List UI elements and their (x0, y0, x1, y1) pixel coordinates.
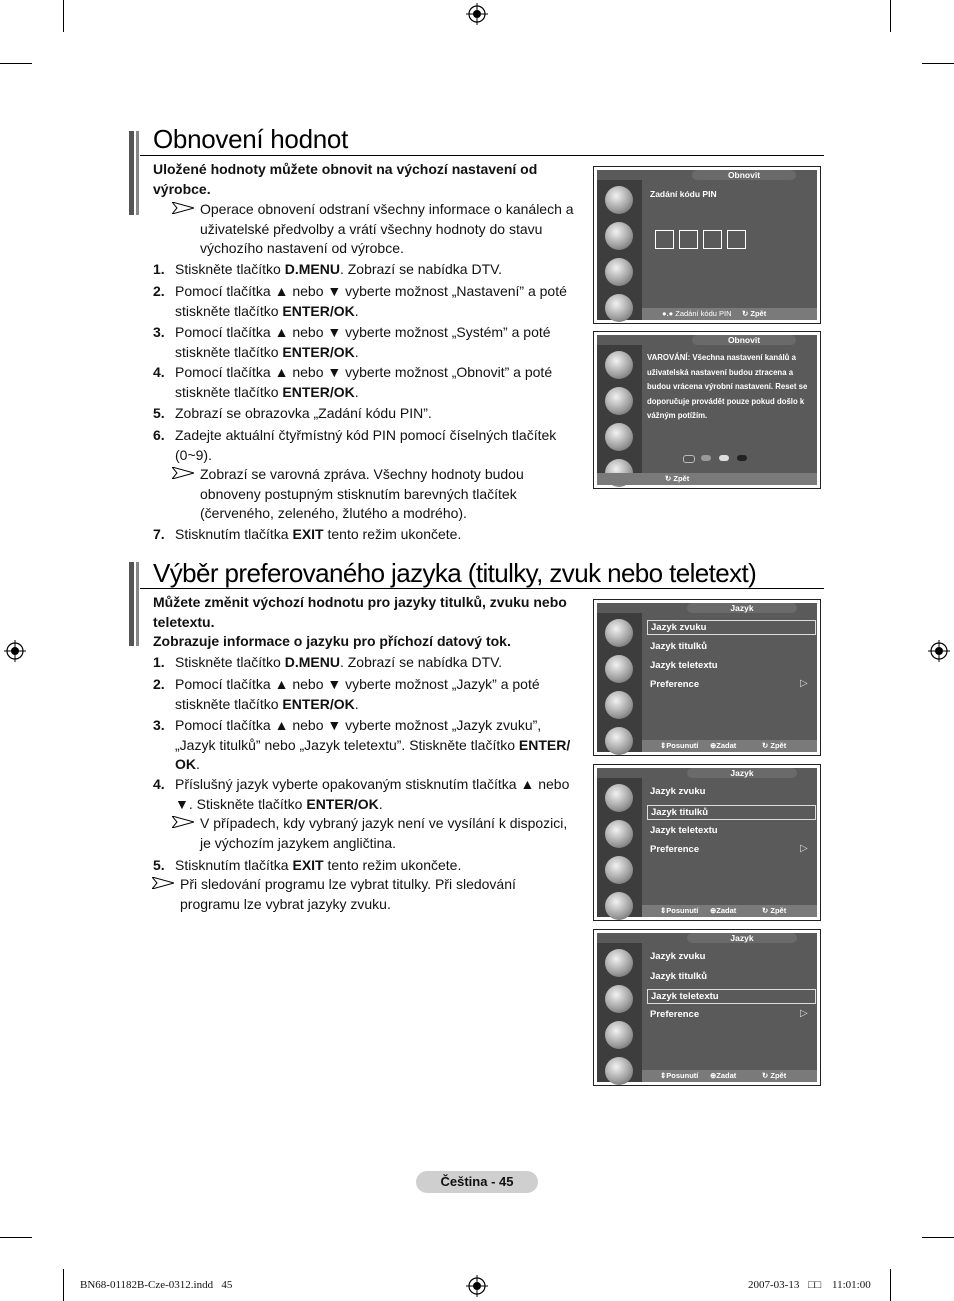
tv-sidebar (597, 778, 642, 917)
sound-icon (605, 655, 633, 683)
note-arrow-icon (172, 816, 194, 828)
step-number: 6. (153, 427, 165, 443)
channel-icon (605, 258, 633, 286)
crop-mark (63, 0, 64, 32)
input-icon (605, 294, 633, 322)
note-text: V případech, kdy vybraný jazyk není ve vysílání k dispozici, je výchozím jazykem angličtina. (200, 815, 568, 851)
crop-mark (922, 63, 954, 64)
color-dot-yellow (719, 455, 729, 461)
section-title: Výběr preferovaného jazyka (titulky, zvuk nebo teletext) (153, 558, 757, 588)
tv-footer-enter: ⊕Zadat (710, 741, 737, 750)
note-arrow-icon (172, 467, 194, 479)
tv-menu-item: Jazyk teletextu (650, 660, 718, 671)
tv-footer (642, 740, 817, 752)
sound-icon (605, 820, 633, 848)
note-arrow-icon (152, 877, 174, 889)
step-number: 3. (153, 324, 165, 340)
tv-menu-item: Jazyk teletextu (650, 825, 718, 836)
tv-sidebar (597, 345, 642, 485)
pin-digit-box (727, 230, 746, 249)
section-rule (140, 588, 824, 589)
step-text: Pomocí tlačítka ▲ nebo ▼ vyberte možnost „Systém” a poté stiskněte tlačítko ENTER/OK. (175, 324, 551, 360)
tv-footer-enter: ⊕Zadat (710, 1071, 737, 1080)
tv-sidebar (597, 943, 642, 1082)
section-intro: Uložené hodnoty můžete obnovit na výchozí nastavení od výrobce. (153, 161, 538, 197)
setup-icon (605, 351, 633, 379)
tv-footer-back: ↻ Zpět (665, 474, 690, 483)
tv-footer-move: ⇕Posunutí (660, 906, 699, 915)
tv-tab-title: Jazyk (687, 768, 797, 778)
section-bar (136, 131, 139, 215)
tv-footer (642, 1070, 817, 1082)
tv-sidebar (597, 180, 642, 320)
tv-footer-move: ⇕Posunutí (660, 1071, 699, 1080)
step-text: Pomocí tlačítka ▲ nebo ▼ vyberte možnost „Nastavení” a poté stiskněte tlačítko ENTER/OK. (175, 283, 567, 319)
color-dot-red (683, 455, 695, 463)
channel-icon (605, 691, 633, 719)
tv-footer-digits: ●.● Zadání kódu PIN (662, 309, 732, 318)
setup-icon (605, 949, 633, 977)
registration-mark-icon (466, 1275, 488, 1297)
footer-date: 2007-03-13 (748, 1279, 800, 1291)
tv-sidebar (597, 613, 642, 752)
step-text: Stiskněte tlačítko D.MENU. Zobrazí se nabídka DTV. (175, 261, 503, 277)
step-text: Stiskněte tlačítko D.MENU. Zobrazí se nabídka DTV. (175, 654, 503, 670)
tv-footer-enter: ⊕Zadat (710, 906, 737, 915)
tv-menu-item: Jazyk titulků (650, 641, 708, 652)
step-text: Stisknutím tlačítka EXIT tento režim ukončete. (175, 526, 462, 542)
tv-submenu-arrow-icon: ▷ (800, 1008, 808, 1019)
section-title: Obnovení hodnot (153, 124, 348, 154)
tv-screen-pin (593, 166, 821, 324)
tv-menu-item: Jazyk zvuku (647, 620, 816, 635)
step-text: Pomocí tlačítka ▲ nebo ▼ vyberte možnost „Jazyk zvuku”, „Jazyk titulků” nebo „Jazyk teletextu”. Stiskněte tlačítko ENTER/ OK. (175, 717, 571, 772)
tv-screen-language (593, 599, 821, 756)
step-number: 3. (153, 717, 165, 733)
step-text: Zobrazí se obrazovka „Zadání kódu PIN”. (175, 405, 432, 421)
pin-digit-box (679, 230, 698, 249)
crop-mark (890, 0, 891, 32)
tv-menu-item: Jazyk titulků (647, 805, 816, 820)
setup-icon (605, 186, 633, 214)
step-number: 2. (153, 283, 165, 299)
tv-footer-back: ↻ Zpět (762, 741, 787, 750)
section-bar (136, 562, 139, 646)
step-number: 1. (153, 261, 165, 277)
tv-footer-back: ↻ Zpět (762, 1071, 787, 1080)
tv-menu-item: Preference (650, 844, 700, 855)
step-number: 4. (153, 364, 165, 380)
footer-glyph: □□ (808, 1279, 822, 1291)
tv-warning-text: VAROVÁNÍ: Všechna nastavení kanálů a uživatelská nastavení budou ztracena a budou vrácena výrobní nastavení. Reset se doporučuje provádět pouze pokud došlo k vážným potížím. (647, 353, 808, 420)
color-dot-green (701, 455, 711, 461)
registration-mark-icon (4, 640, 26, 662)
note-arrow-icon (172, 202, 194, 214)
setup-icon (605, 784, 633, 812)
crop-mark (63, 1269, 64, 1301)
channel-icon (605, 423, 633, 451)
step-number: 2. (153, 676, 165, 692)
tv-submenu-arrow-icon: ▷ (800, 678, 808, 689)
pin-digit-box (655, 230, 674, 249)
tv-submenu-arrow-icon: ▷ (800, 843, 808, 854)
tv-menu-item: Jazyk zvuku (650, 951, 706, 962)
note-text: Operace obnovení odstraní všechny informace o kanálech a uživatelské předvolby a vrátí všechny hodnoty do stavu výchozího nastavení od výrobce. (200, 201, 574, 256)
section-bar (129, 131, 134, 215)
step-text: Příslušný jazyk vyberte opakovaným stisknutím tlačítka ▲ nebo ▼. Stiskněte tlačítko ENTER/OK. (175, 776, 570, 812)
tv-tab-title: Jazyk (687, 603, 797, 613)
sound-icon (605, 387, 633, 415)
tv-footer (597, 473, 817, 485)
tv-footer-back: ↻ Zpět (762, 906, 787, 915)
tv-footer (642, 905, 817, 917)
sound-icon (605, 985, 633, 1013)
tv-tab-title: Obnovit (692, 335, 796, 345)
channel-icon (605, 856, 633, 884)
tv-menu-item: Jazyk teletextu (647, 989, 816, 1004)
crop-mark (922, 1237, 954, 1238)
section-rule (140, 155, 824, 156)
crop-mark (0, 1237, 32, 1238)
pin-digit-box (703, 230, 722, 249)
crop-mark (0, 63, 32, 64)
tv-menu-item: Preference (650, 1009, 700, 1020)
tv-footer-back: ↻ Zpět (742, 309, 767, 318)
tv-menu-item: Jazyk zvuku (650, 786, 706, 797)
footer-time: 11:01:00 (832, 1279, 871, 1291)
footer-file: BN68-01182B-Cze-0312.indd 45 (80, 1279, 233, 1291)
step-text: Zadejte aktuální čtyřmístný kód PIN pomocí číselných tlačítek (0~9). (175, 427, 557, 463)
setup-icon (605, 619, 633, 647)
registration-mark-icon (466, 3, 488, 25)
input-icon (605, 727, 633, 755)
tv-menu-item: Jazyk titulků (650, 971, 708, 982)
step-text: Stisknutím tlačítka EXIT tento režim ukončete. (175, 857, 462, 873)
step-text: Pomocí tlačítka ▲ nebo ▼ vyberte možnost „Obnovit” a poté stiskněte tlačítko ENTER/OK. (175, 364, 553, 400)
input-icon (605, 892, 633, 920)
tv-footer-move: ⇕Posunutí (660, 741, 699, 750)
note-text: Při sledování programu lze vybrat titulky. Při sledování programu lze vybrat jazyky zvuku. (180, 876, 516, 912)
tv-screen-language (593, 929, 821, 1086)
registration-mark-icon (928, 640, 950, 662)
tv-menu-item: Preference (650, 679, 700, 690)
note-text: Zobrazí se varovná zpráva. Všechny hodnoty budou obnoveny postupným stisknutím barevných tlačítek (červeného, zeleného, žlutého a modrého). (200, 466, 524, 521)
crop-mark (890, 1269, 891, 1301)
section-intro: Zobrazuje informace o jazyku pro příchozí datový tok. (153, 633, 511, 649)
tv-tab-title: Jazyk (687, 933, 797, 943)
section-bar (129, 562, 134, 646)
sound-icon (605, 222, 633, 250)
tv-screen-warning (593, 331, 821, 489)
step-text: Pomocí tlačítka ▲ nebo ▼ vyberte možnost „Jazyk” a poté stiskněte tlačítko ENTER/OK. (175, 676, 540, 712)
tv-footer (642, 308, 817, 320)
tv-label: Zadání kódu PIN (650, 189, 717, 199)
channel-icon (605, 1021, 633, 1049)
step-number: 4. (153, 776, 165, 792)
tv-tab-title: Obnovit (692, 170, 796, 180)
tv-screen-language (593, 764, 821, 921)
step-number: 5. (153, 857, 165, 873)
section-intro: Můžete změnit výchozí hodnotu pro jazyky titulků, zvuku nebo teletextu. (153, 594, 567, 630)
color-dot-blue (737, 455, 747, 461)
step-number: 7. (153, 526, 165, 542)
page-number-label: Čeština - 45 (416, 1171, 538, 1193)
step-number: 5. (153, 405, 165, 421)
input-icon (605, 1057, 633, 1085)
step-number: 1. (153, 654, 165, 670)
